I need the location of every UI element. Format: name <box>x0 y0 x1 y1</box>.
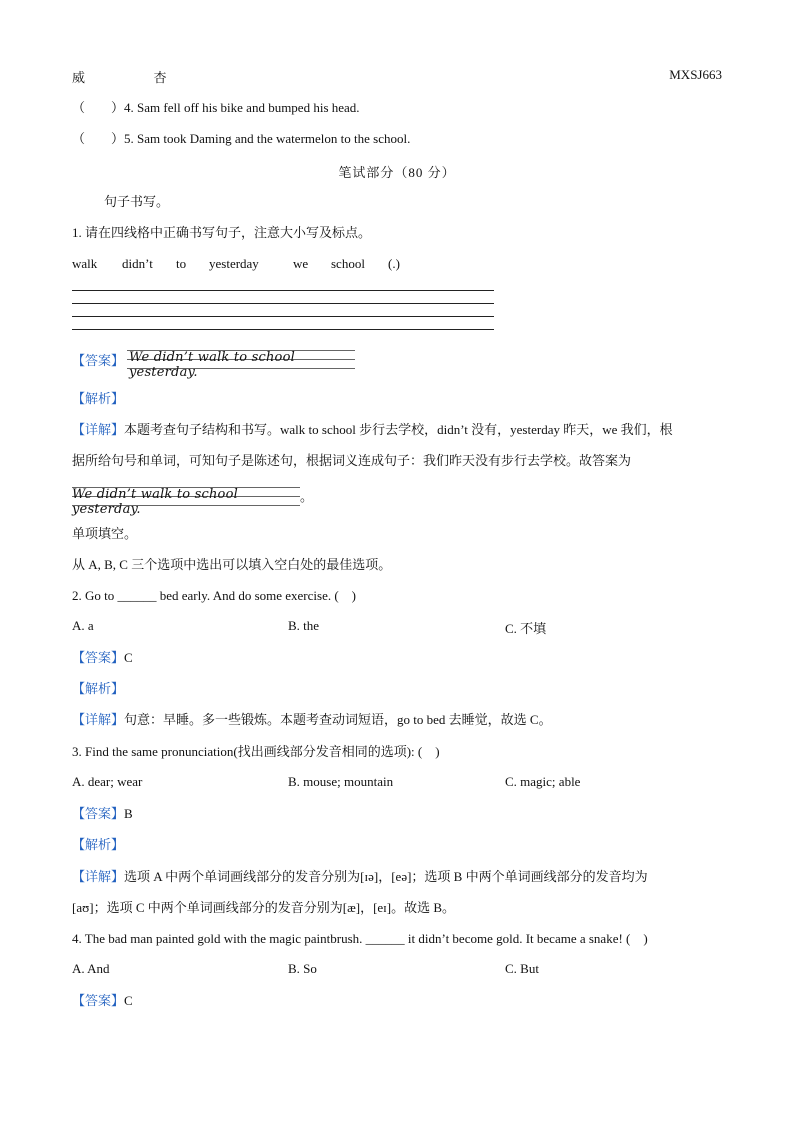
answer-label: 【答案】 <box>72 353 125 368</box>
answer-line <box>72 992 133 1010</box>
option-a: A. dear; wear <box>72 774 143 789</box>
four-line-grid-line <box>72 316 494 317</box>
answer-value: C <box>124 650 133 665</box>
detail-text: 选项 A 中两个单词画线部分的发音分别为[ɪə]，[eə]；选项 B 中两个单词画线部分的发音均为 <box>124 869 648 884</box>
analysis-label: 【解析】 <box>72 391 125 406</box>
analysis-label: 【解析】 <box>72 837 125 852</box>
option-c: C. 不填 <box>505 621 547 636</box>
word: yesterday <box>209 256 259 271</box>
detail-line <box>72 868 648 886</box>
word-bank <box>72 255 400 273</box>
section-title: 笔试部分（80 分） <box>338 165 456 180</box>
detail-label: 【详解】 <box>72 422 125 437</box>
option-a: A. a <box>72 618 94 633</box>
option-b: B. mouse; mountain <box>288 774 394 789</box>
header-left <box>72 67 167 86</box>
handwritten-answer <box>127 346 355 380</box>
detail-line: 据所给句号和单词，可知句子是陈述句，根据词义连成句子：我们昨天没有步行去学校。故答案为 <box>72 453 632 468</box>
detail-label: 【详解】 <box>72 869 125 884</box>
handwritten-text: We didn’t walk to school yesterday. <box>72 487 238 517</box>
item-text: 5. Sam took Daming and the watermelon to the school. <box>124 131 411 146</box>
option-a: A. And <box>72 961 110 976</box>
listening-item-5 <box>72 130 410 148</box>
word: didn’t <box>122 256 153 271</box>
option-c: C. magic; able <box>505 774 581 789</box>
section2-heading: 单项填空。 <box>72 526 138 541</box>
handwritten-text: We didn’t walk to school yesterday. <box>129 350 295 380</box>
answer-paren: （ ） <box>72 131 125 146</box>
four-line-grid-line <box>72 329 494 330</box>
analysis-label: 【解析】 <box>72 681 125 696</box>
word: to <box>176 256 187 271</box>
item-text: 4. Sam fell off his bike and bumped his head. <box>124 100 360 115</box>
word: we <box>293 256 309 271</box>
four-line-grid-line <box>72 290 494 291</box>
detail-label: 【详解】 <box>72 712 125 727</box>
detail-line <box>72 421 673 439</box>
header-char-b: 杏 <box>153 70 167 85</box>
answer-paren: （ ） <box>72 100 125 115</box>
document-code: MXSJ663 <box>669 67 722 82</box>
word: walk <box>72 256 98 271</box>
handwritten-detail <box>72 483 300 517</box>
detail-text: 本题考查句子结构和书写。walk to school 步行去学校，didn’t 没有，yesterday 昨天，we 我们，根 <box>124 422 673 437</box>
option-b: B. So <box>288 961 317 976</box>
header-char-a: 威 <box>72 70 86 85</box>
question-2-stem: 2. Go to ______ bed early. And do some exercise. ( ) <box>72 588 357 603</box>
answer-label: 【答案】 <box>72 806 125 821</box>
answer-line <box>72 805 133 823</box>
answer-line <box>72 649 133 667</box>
detail-line: [aʊ]；选项 C 中两个单词画线部分的发音分别为[æ]，[eɪ]。故选 B。 <box>72 900 456 915</box>
answer-label: 【答案】 <box>72 993 125 1008</box>
answer-value: B <box>124 806 133 821</box>
section1-heading: 句子书写。 <box>104 194 170 209</box>
question-3-stem: 3. Find the same pronunciation(找出画线部分发音相同的选项): ( ) <box>72 744 440 759</box>
period-mark: 。 <box>300 489 314 504</box>
four-line-grid-line <box>72 303 494 304</box>
answer-value: C <box>124 993 133 1008</box>
option-b: B. the <box>288 618 320 633</box>
detail-line <box>72 711 552 729</box>
question-4-stem: 4. The bad man painted gold with the magic paintbrush. ______ it didn’t become gold. It became a snake! ( ) <box>72 931 648 946</box>
listening-item-4 <box>72 99 360 117</box>
word: school <box>331 256 365 271</box>
answer-label: 【答案】 <box>72 650 125 665</box>
word: (.) <box>388 256 400 271</box>
detail-text: 句意：早睡。多一些锻炼。本题考查动词短语，go to bed 去睡觉，故选 C。 <box>124 712 552 727</box>
section2-instruction: 从 A, B, C 三个选项中选出可以填入空白处的最佳选项。 <box>72 557 392 572</box>
option-c: C. But <box>505 961 539 976</box>
question-1-text: 1. 请在四线格中正确书写句子，注意大小写及标点。 <box>72 225 372 240</box>
